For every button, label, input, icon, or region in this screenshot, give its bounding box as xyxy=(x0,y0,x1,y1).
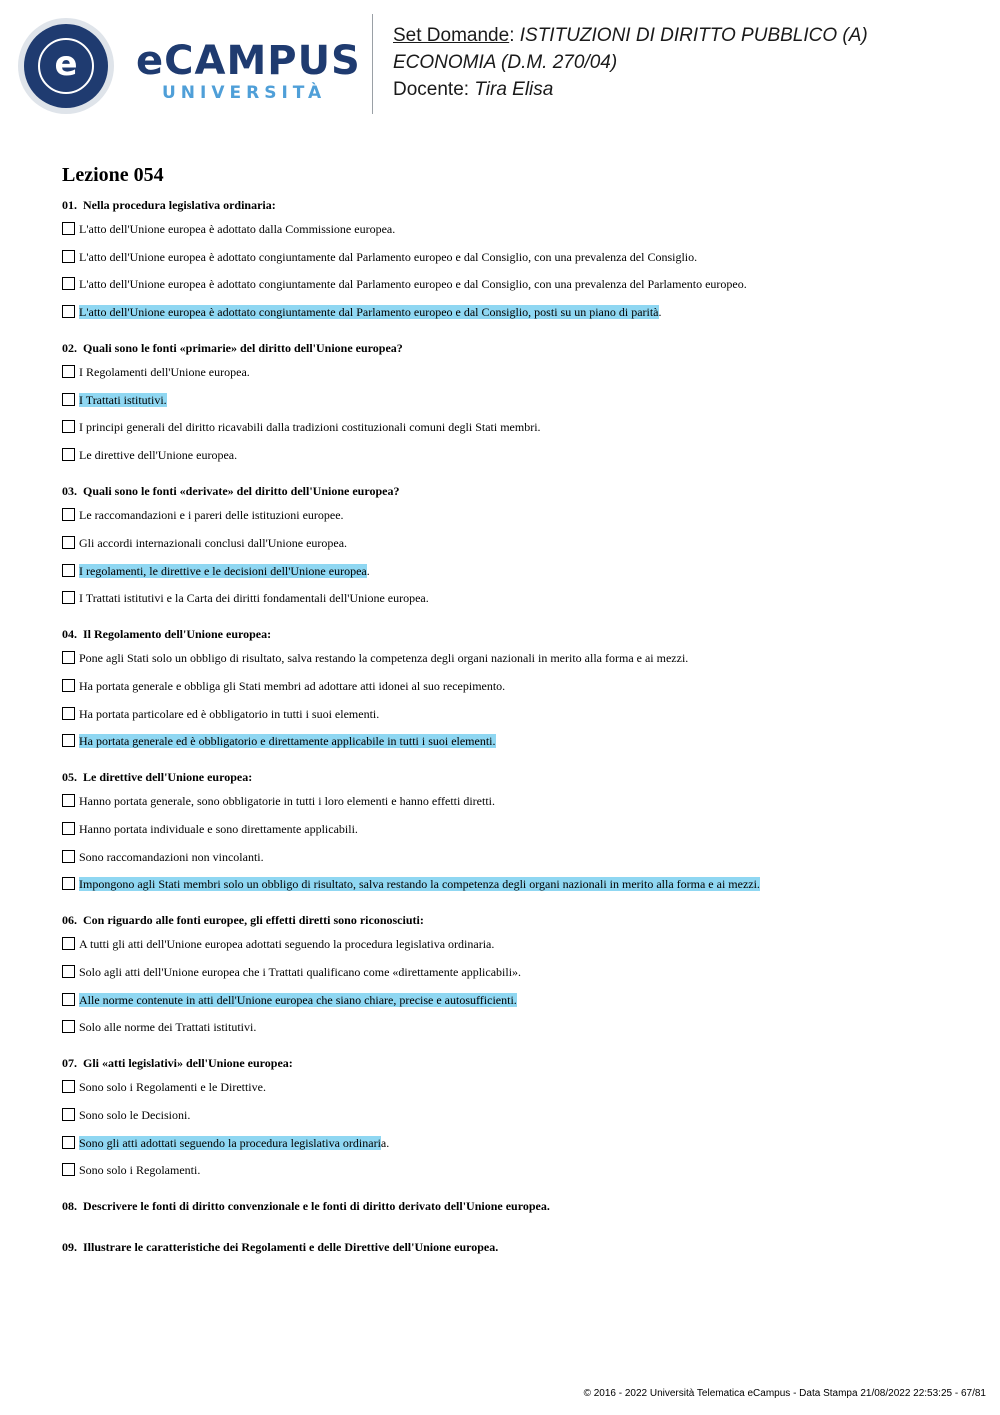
ecampus-seal-logo: e xyxy=(18,18,114,114)
question-number: 06. xyxy=(62,913,77,928)
answer-checkbox[interactable] xyxy=(62,1163,75,1176)
question-label: Il Regolamento dell'Unione europea: xyxy=(83,627,272,642)
answer-plain: Sono raccomandazioni non vincolanti. xyxy=(79,849,264,864)
answer-text xyxy=(79,507,344,523)
answer-highlight: Sono gli atti adottati seguendo la procedura legislativa ordinari xyxy=(79,1135,381,1150)
answer-checkbox[interactable] xyxy=(62,850,75,863)
answer-text xyxy=(79,793,495,809)
open-question xyxy=(62,1239,962,1255)
question-text xyxy=(62,197,962,213)
question-text xyxy=(62,769,962,785)
answer-highlight: Alle norme contenute in atti dell'Unione europea che siano chiare, precise e autosufficienti. xyxy=(79,992,517,1007)
answer-plain: Pone agli Stati solo un obbligo di risultato, salva restando la competenza degli organi nazionali in merito alla forma e ai mezzi. xyxy=(79,651,689,666)
question-label: Quali sono le fonti «derivate» del diritto dell'Unione europea? xyxy=(83,484,400,499)
answer-text xyxy=(79,1162,200,1178)
question-label: Quali sono le fonti «primarie» del diritto dell'Unione europea? xyxy=(83,341,403,356)
answer-option[interactable] xyxy=(62,222,962,238)
answer-option[interactable] xyxy=(62,937,962,953)
answer-option[interactable] xyxy=(62,1136,962,1152)
page-footer: © 2016 - 2022 Università Telematica eCampus - Data Stampa 21/08/2022 22:53:25 - 67/81 xyxy=(583,1388,986,1399)
answer-option[interactable] xyxy=(62,993,962,1009)
answer-plain: . xyxy=(366,563,370,578)
answer-highlight: L'atto dell'Unione europea è adottato congiuntamente dal Parlamento europeo e dal Consiglio, posti su un piano di parità xyxy=(79,305,659,320)
question-block xyxy=(62,626,962,750)
answer-text xyxy=(79,276,747,292)
answer-text xyxy=(79,419,541,435)
question-label: Le direttive dell'Unione europea: xyxy=(83,770,253,785)
question-text xyxy=(62,340,962,356)
answer-text xyxy=(79,249,697,265)
answer-checkbox[interactable] xyxy=(62,1108,75,1121)
answer-option[interactable] xyxy=(62,536,962,552)
answer-text xyxy=(79,535,347,551)
answer-text xyxy=(79,563,370,579)
answer-text xyxy=(79,992,517,1008)
answer-option[interactable] xyxy=(62,794,962,810)
answer-plain: Hanno portata individuale e sono direttamente applicabili. xyxy=(79,821,358,836)
logo-main-text: eCAMPUS xyxy=(136,38,361,84)
answer-text xyxy=(79,964,521,980)
question-number: 05. xyxy=(62,770,77,785)
course-line: ECONOMIA (D.M. 270/04) xyxy=(393,52,618,73)
question-number: 07. xyxy=(62,1056,77,1071)
answer-text xyxy=(79,364,250,380)
answer-highlight: I Trattati istitutivi. xyxy=(79,392,167,407)
set-title: ISTITUZIONI DI DIRITTO PUBBLICO (A) xyxy=(519,25,868,46)
answer-checkbox[interactable] xyxy=(62,1020,75,1033)
answer-text xyxy=(79,706,379,722)
lesson-title: Lezione 054 xyxy=(62,164,164,186)
answer-highlight: I regolamenti, le direttive e le decisioni dell'Unione europea xyxy=(79,563,367,578)
answer-plain: Sono solo i Regolamenti. xyxy=(79,1163,201,1178)
answer-highlight: Ha portata generale ed è obbligatorio e direttamente applicabile in tutti i suoi elementi. xyxy=(79,734,496,749)
answer-checkbox[interactable] xyxy=(62,393,75,406)
answer-checkbox[interactable] xyxy=(62,651,75,664)
answer-option[interactable] xyxy=(62,1020,962,1036)
answer-text xyxy=(79,936,494,952)
answer-checkbox[interactable] xyxy=(62,222,75,235)
answer-plain: Le direttive dell'Unione europea. xyxy=(79,448,238,463)
answer-plain: Gli accordi internazionali conclusi dall'Unione europea. xyxy=(79,535,348,550)
answer-option[interactable] xyxy=(62,420,962,436)
answer-checkbox[interactable] xyxy=(62,564,75,577)
answer-option[interactable] xyxy=(62,850,962,866)
answer-checkbox[interactable] xyxy=(62,993,75,1006)
question-label: Illustrare le caratteristiche dei Regolamenti e delle Direttive dell'Unione europea. xyxy=(83,1240,499,1255)
answer-option[interactable] xyxy=(62,365,962,381)
answer-highlight: Impongono agli Stati membri solo un obbligo di risultato, salva restando la competenza degli organi nazionali in merito alla forma e ai mezzi. xyxy=(79,877,760,892)
question-text xyxy=(62,483,962,499)
logo-sub-text: UNIVERSITÀ xyxy=(162,83,327,103)
ecampus-wordmark xyxy=(136,40,361,104)
answer-checkbox[interactable] xyxy=(62,965,75,978)
answer-text xyxy=(79,392,167,408)
answer-option[interactable] xyxy=(62,734,962,750)
answer-text xyxy=(79,1079,266,1095)
question-number: 01. xyxy=(62,198,77,212)
answer-text xyxy=(79,733,496,749)
answer-plain: L'atto dell'Unione europea è adottato congiuntamente dal Parlamento europeo e dal Consiglio, con una prevalenza del Parlamento europeo. xyxy=(79,277,747,292)
answer-plain: A tutti gli atti dell'Unione europea adottati seguendo la procedura legislativa ordinaria. xyxy=(79,937,495,952)
answer-checkbox[interactable] xyxy=(62,822,75,835)
answer-plain: Ha portata generale e obbliga gli Stati membri ad adottare atti idonei al suo recepimento. xyxy=(79,678,506,693)
answer-checkbox[interactable] xyxy=(62,536,75,549)
answer-plain: I Trattati istitutivi e la Carta dei diritti fondamentali dell'Unione europea. xyxy=(79,591,429,606)
answer-text xyxy=(79,590,429,606)
answer-option[interactable] xyxy=(62,508,962,524)
answer-checkbox[interactable] xyxy=(62,508,75,521)
answer-plain: Solo agli atti dell'Unione europea che i Trattati qualificano come «direttamente applicabili». xyxy=(79,965,522,979)
question-block xyxy=(62,1055,962,1179)
answer-option[interactable] xyxy=(62,564,962,580)
question-number: 09. xyxy=(62,1240,77,1255)
answer-option[interactable] xyxy=(62,448,962,464)
answer-option[interactable] xyxy=(62,305,962,321)
answer-checkbox[interactable] xyxy=(62,707,75,720)
question-number: 02. xyxy=(62,341,77,356)
question-text xyxy=(62,626,962,642)
answer-checkbox[interactable] xyxy=(62,277,75,290)
answer-option[interactable] xyxy=(62,1080,962,1096)
answer-text xyxy=(79,678,505,694)
answer-text xyxy=(79,221,395,237)
question-text xyxy=(62,1055,962,1071)
question-number: 03. xyxy=(62,484,77,499)
answer-checkbox[interactable] xyxy=(62,937,75,950)
answer-option[interactable] xyxy=(62,393,962,409)
answer-option[interactable] xyxy=(62,877,962,893)
question-block xyxy=(62,340,962,464)
header-divider xyxy=(372,14,373,114)
set-line: Set Domande: ISTITUZIONI DI DIRITTO PUBBLICO (A) xyxy=(393,25,868,46)
answer-checkbox[interactable] xyxy=(62,734,75,747)
question-number: 08. xyxy=(62,1199,77,1214)
answer-plain: Ha portata particolare ed è obbligatorio in tutti i suoi elementi. xyxy=(79,706,380,721)
answer-checkbox[interactable] xyxy=(62,250,75,263)
answer-text xyxy=(79,447,237,463)
answer-plain: I Regolamenti dell'Unione europea. xyxy=(79,365,250,380)
teacher-line xyxy=(393,76,868,103)
answer-text xyxy=(79,821,358,837)
question-label: Gli «atti legislativi» dell'Unione europea: xyxy=(83,1056,293,1071)
answer-text xyxy=(79,876,760,892)
answer-option[interactable] xyxy=(62,707,962,723)
answer-checkbox[interactable] xyxy=(62,420,75,433)
answer-text xyxy=(79,1135,389,1151)
answer-plain: Sono solo le Decisioni. xyxy=(79,1108,191,1123)
question-block xyxy=(62,483,962,607)
set-label: Set Domande xyxy=(393,25,510,46)
answer-checkbox[interactable] xyxy=(62,591,75,604)
question-label: Nella procedura legislativa ordinaria: xyxy=(83,198,276,212)
answer-text xyxy=(79,1107,190,1123)
answer-option[interactable] xyxy=(62,822,962,838)
answer-plain: a. xyxy=(380,1135,390,1150)
answer-plain: Hanno portata generale, sono obbligatorie in tutti i loro elementi e hanno effetti diretti. xyxy=(79,794,495,809)
answer-option[interactable] xyxy=(62,250,962,266)
answer-option[interactable] xyxy=(62,591,962,607)
answer-checkbox[interactable] xyxy=(62,1080,75,1093)
answer-plain: . xyxy=(658,305,662,320)
teacher-label: Docente: xyxy=(393,79,470,100)
question-block xyxy=(62,912,962,1036)
answer-plain: I principi generali del diritto ricavabili dalla tradizioni costituzionali comuni degli Stati membri. xyxy=(79,420,541,435)
question-label: Descrivere le fonti di diritto convenzionale e le fonti di diritto derivato dell'Unione europea. xyxy=(83,1199,550,1214)
answer-checkbox[interactable] xyxy=(62,448,75,461)
questions-list xyxy=(62,197,962,1280)
answer-option[interactable] xyxy=(62,1108,962,1124)
answer-option[interactable] xyxy=(62,679,962,695)
answer-option[interactable] xyxy=(62,277,962,293)
answer-checkbox[interactable] xyxy=(62,679,75,692)
answer-text xyxy=(79,1019,256,1035)
question-text xyxy=(62,912,962,928)
page-header xyxy=(0,0,1000,130)
answer-checkbox[interactable] xyxy=(62,365,75,378)
answer-plain: L'atto dell'Unione europea è adottato congiuntamente dal Parlamento europeo e dal Consiglio, con una prevalenza del Consiglio. xyxy=(79,249,698,264)
answer-plain: Solo alle norme dei Trattati istitutivi. xyxy=(79,1020,257,1035)
answer-text xyxy=(79,650,688,666)
answer-plain: Le raccomandazioni e i pareri delle istituzioni europee. xyxy=(79,508,344,523)
answer-text xyxy=(79,849,264,865)
answer-checkbox[interactable] xyxy=(62,1136,75,1149)
question-block xyxy=(62,769,962,893)
answer-option[interactable] xyxy=(62,1163,962,1179)
answer-option[interactable] xyxy=(62,651,962,667)
answer-plain: Sono solo i Regolamenti e le Direttive. xyxy=(79,1080,266,1095)
question-label: Con riguardo alle fonti europee, gli effetti diretti sono riconosciuti: xyxy=(83,913,424,928)
open-question xyxy=(62,1198,962,1214)
answer-checkbox[interactable] xyxy=(62,877,75,890)
header-info xyxy=(393,22,868,103)
answer-checkbox[interactable] xyxy=(62,794,75,807)
answer-checkbox[interactable] xyxy=(62,305,75,318)
answer-text xyxy=(79,304,662,320)
question-number: 04. xyxy=(62,627,77,642)
answer-option[interactable] xyxy=(62,965,962,981)
teacher-name: Tira Elisa xyxy=(474,79,554,100)
answer-plain: L'atto dell'Unione europea è adottato dalla Commissione europea. xyxy=(79,222,396,236)
question-block xyxy=(62,197,962,321)
